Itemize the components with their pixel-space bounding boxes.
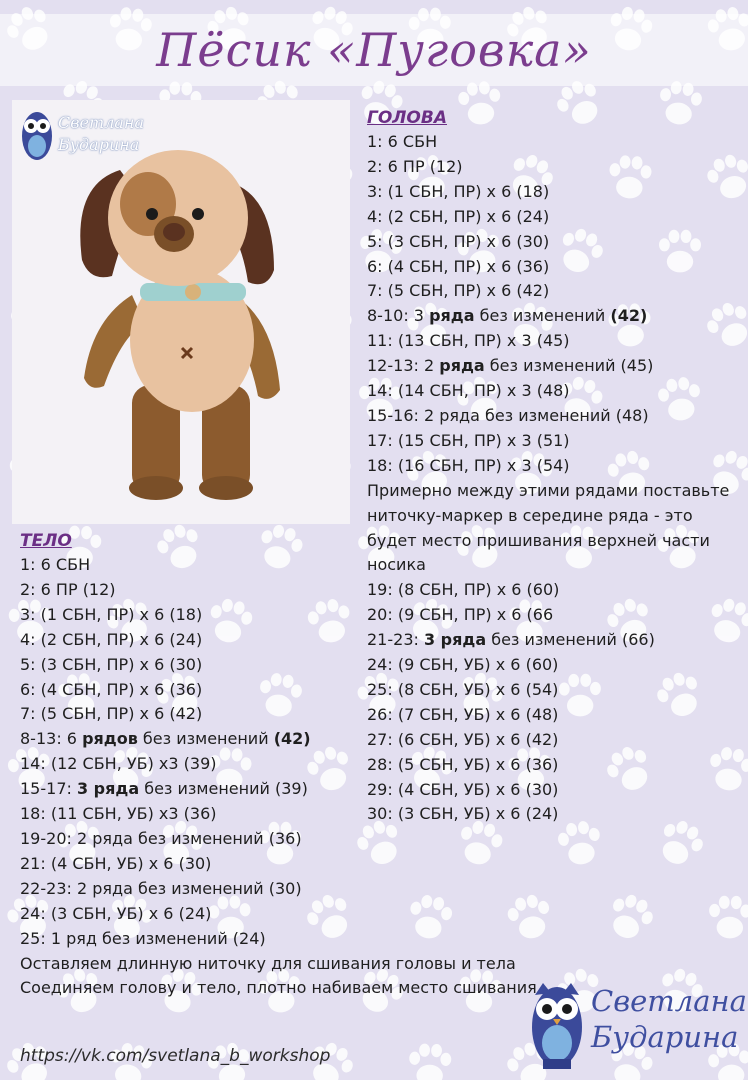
- row-text: 24: (3 СБН, УБ) х 6 (24): [20, 903, 212, 923]
- logo-line-2: Бударина: [591, 1020, 739, 1054]
- row-text: 19: (8 СБН, ПР) х 6 (60): [367, 580, 560, 600]
- head-row: [367, 205, 737, 230]
- row-text: 26: (7 СБН, УБ) х 6 (48): [367, 704, 559, 724]
- body-heading: ТЕЛО: [20, 531, 72, 551]
- head-row: [367, 180, 737, 205]
- head-row: [367, 429, 737, 454]
- row-text: 7: (5 СБН, ПР) х 6 (42): [367, 281, 550, 301]
- row-text: 5: (3 СБН, ПР) х 6 (30): [20, 654, 203, 674]
- body-rows-list: [20, 553, 540, 1001]
- row-text: 27: (6 СБН, УБ) х 6 (42): [367, 729, 559, 749]
- row-text: 17: (15 СБН, ПР) х 3 (51): [367, 430, 570, 450]
- row-text: 19-20: 2 ряда без изменений (36): [20, 828, 302, 848]
- author-logo: [527, 975, 747, 1075]
- photo-watermark-logo: [20, 106, 160, 168]
- head-row: [367, 155, 737, 180]
- vk-link[interactable]: https://vk.com/svetlana_b_workshop: [20, 1046, 331, 1066]
- logo-line-1: Светлана: [591, 984, 747, 1018]
- body-row: [20, 852, 540, 877]
- head-row: [367, 255, 737, 280]
- row-text: 14: (14 СБН, ПР) х 3 (48): [367, 381, 570, 401]
- body-row: [20, 902, 540, 927]
- head-row: [367, 404, 737, 429]
- row-text: 18: (16 СБН, ПР) х 3 (54): [367, 455, 570, 475]
- row-text: 25: (8 СБН, УБ) х 6 (54): [367, 679, 559, 699]
- owl-logo-icon: [527, 975, 587, 1075]
- body-row: [20, 827, 540, 852]
- head-row: [367, 230, 737, 255]
- head-row: [367, 279, 737, 304]
- body-row: [20, 553, 540, 578]
- body-row: [20, 727, 540, 752]
- body-row: [20, 678, 540, 703]
- photo-logo-line-1: Светлана: [58, 113, 144, 132]
- row-text: 3 ряда: [76, 779, 140, 799]
- head-row: [367, 304, 737, 329]
- body-row: [20, 952, 540, 977]
- row-text: 6: (4 СБН, ПР) х 6 (36): [20, 679, 203, 699]
- body-row: [20, 777, 540, 802]
- row-text: 8-10: 3: [367, 306, 430, 326]
- row-text: 6: (4 СБН, ПР) х 6 (36): [367, 256, 550, 276]
- body-row: [20, 702, 540, 727]
- row-text: Соединяем голову и тело, плотно набиваем место сшивания: [20, 978, 537, 998]
- photo-logo-line-2: Бударина: [58, 135, 140, 154]
- paw-print-icon: [603, 889, 659, 945]
- row-text: 12-13: 2: [367, 356, 440, 376]
- row-text: 28: (5 СБН, УБ) х 6 (36): [367, 754, 559, 774]
- body-row: [20, 927, 540, 952]
- row-text: 1: 6 СБН: [367, 132, 438, 151]
- row-text: 24: (9 СБН, УБ) х 6 (60): [367, 655, 559, 675]
- page-title: Пёсик «Пуговка»: [156, 23, 592, 77]
- body-note: [20, 976, 540, 1001]
- body-pattern-section: [20, 529, 540, 1001]
- row-text: без изменений (39): [139, 779, 308, 799]
- row-text: 4: (2 СБН, ПР) х 6 (24): [20, 629, 203, 649]
- row-text: 15-16: 2 ряда без изменений (48): [367, 405, 649, 425]
- row-text: Оставляем длинную ниточку для сшивания головы и тела: [20, 953, 516, 973]
- row-text: (42): [610, 306, 648, 326]
- row-text: 21: (4 СБН, УБ) х 6 (30): [20, 853, 212, 873]
- owl-icon: [20, 106, 54, 166]
- body-row: [20, 603, 540, 628]
- body-row: [20, 628, 540, 653]
- body-row: [20, 752, 540, 777]
- body-row: [20, 578, 540, 603]
- row-text: 2: 6 ПР (12): [20, 579, 116, 599]
- head-row: [367, 379, 737, 404]
- row-text: без изменений (66): [486, 630, 655, 650]
- head-row: [367, 329, 737, 354]
- row-text: 14: (12 СБН, УБ) х3 (39): [20, 754, 217, 774]
- row-text: 11: (13 СБН, ПР) х 3 (45): [367, 331, 570, 351]
- row-text: 7: (5 СБН, ПР) х 6 (42): [20, 704, 203, 724]
- row-text: 20: (9 СБН, ПР) х 6 (66: [367, 605, 554, 625]
- row-text: 25: 1 ряд без изменений (24): [20, 928, 266, 948]
- head-row: [367, 454, 737, 479]
- row-text: ряда: [429, 306, 475, 326]
- row-text: без изменений: [474, 306, 611, 326]
- row-text: без изменений: [137, 729, 274, 749]
- row-text: 15-17:: [20, 779, 77, 799]
- row-text: рядов: [82, 729, 138, 749]
- body-row: [20, 877, 540, 902]
- row-text: 1: 6 СБН: [20, 555, 91, 574]
- row-text: (42): [273, 729, 311, 749]
- row-text: 3 ряда: [423, 630, 487, 650]
- paw-print-icon: [709, 895, 748, 938]
- row-text: ряда: [439, 356, 485, 376]
- row-text: 18: (11 СБН, УБ) х3 (36): [20, 804, 217, 824]
- row-text: 3: (1 СБН, ПР) х 6 (18): [20, 604, 203, 624]
- row-text: 21-23:: [367, 630, 424, 650]
- body-row: [20, 802, 540, 827]
- row-text: 4: (2 СБН, ПР) х 6 (24): [367, 206, 550, 226]
- row-text: без изменений (45): [484, 356, 654, 376]
- row-text: 30: (3 СБН, УБ) х 6 (24): [367, 804, 559, 824]
- head-row: [367, 130, 737, 155]
- body-row: [20, 653, 540, 678]
- row-text: 3: (1 СБН, ПР) х 6 (18): [367, 181, 550, 201]
- row-text: Примерно между этими рядами поставьте ниточку-маркер в середине ряда - это будет место пришивания верхней части носика: [367, 480, 730, 575]
- head-heading: ГОЛОВА: [367, 108, 447, 128]
- head-row: [367, 354, 737, 379]
- row-text: 22-23: 2 ряда без изменений (30): [20, 878, 302, 898]
- row-text: 8-13: 6: [20, 729, 83, 749]
- row-text: 2: 6 ПР (12): [367, 156, 463, 176]
- row-text: 29: (4 СБН, УБ) х 6 (30): [367, 779, 559, 799]
- paw-print-icon: [408, 1043, 451, 1080]
- row-text: 5: (3 СБН, ПР) х 6 (30): [367, 231, 550, 251]
